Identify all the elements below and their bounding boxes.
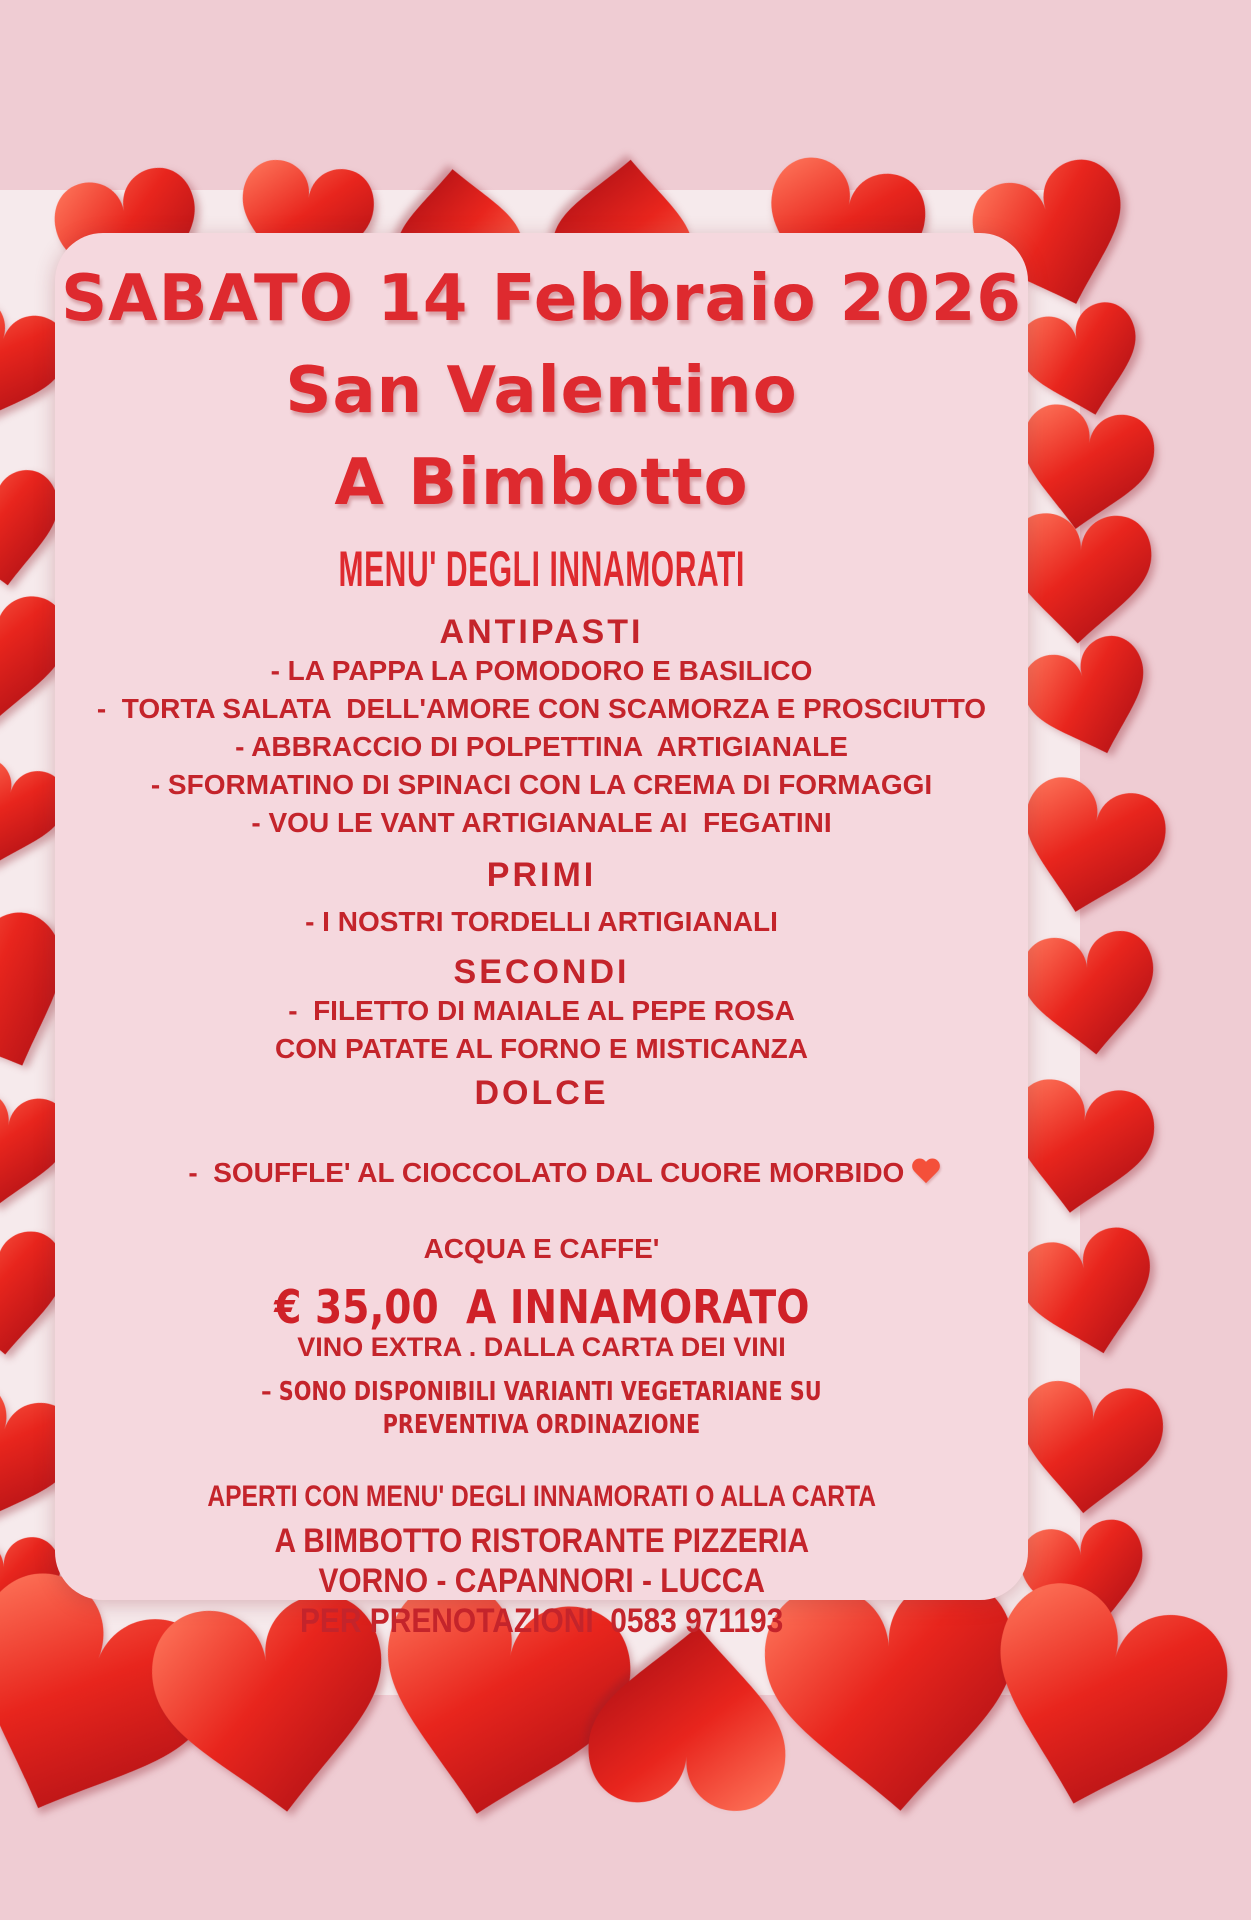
title-date-line: SABATO 14 Febbraio 2026 xyxy=(61,262,1022,336)
satin-heart-decoration-icon xyxy=(1007,1216,1172,1373)
restaurant-name-line: A BIMBOTTO RISTORANTE PIZZERIA xyxy=(274,1522,809,1560)
poster-title xyxy=(55,233,1028,529)
menu-card xyxy=(55,233,1028,1640)
menu-item: - SFORMATINO DI SPINACI CON LA CREMA DI FORMAGGI xyxy=(150,769,933,800)
menu-item: CON PATATE AL FORNO E MISTICANZA xyxy=(274,1033,808,1064)
section-heading-dolce: DOLCE xyxy=(474,1074,609,1112)
section-heading-primi: PRIMI xyxy=(486,856,597,894)
restaurant-phone-line: PER PRENOTAZIONI 0583 971193 xyxy=(299,1602,784,1640)
title-venue-line: A Bimbotto xyxy=(334,446,749,520)
satin-heart-decoration-icon xyxy=(1008,1373,1172,1526)
menu-item: ACQUA E CAFFE' xyxy=(423,1233,660,1264)
vegetarian-note: – SONO DISPONIBILI VARIANTI VEGETARIANE SU PREVENTIVA ORDINAZIONE xyxy=(261,1377,822,1440)
menu-item: - VOU LE VANT ARTIGIANALE AI FEGATINI xyxy=(251,807,832,838)
menu-item: - FILETTO DI MAIALE AL PEPE ROSA xyxy=(288,995,795,1026)
restaurant-location-line: VORNO - CAPANNORI - LUCCA xyxy=(318,1562,765,1600)
section-heading-antipasti: ANTIPASTI xyxy=(439,613,644,651)
menu-item: - I NOSTRI TORDELLI ARTIGIANALI xyxy=(305,906,778,937)
menu-subtitle: MENU' DEGLI INNAMORATI xyxy=(338,541,745,597)
wine-note: VINO EXTRA . DALLA CARTA DEI VINI xyxy=(297,1332,786,1362)
menu-item: - LA PAPPA LA POMODORO E BASILICO xyxy=(270,655,813,686)
price-line: € 35,00 A INNAMORATO xyxy=(273,1280,810,1334)
opening-note: APERTI CON MENU' DEGLI INNAMORATI O ALLA CARTA xyxy=(207,1480,876,1513)
menu-item: - SOUFFLE' AL CIOCCOLATO DAL CUORE MORBIDO xyxy=(55,1116,1028,1230)
satin-heart-decoration-icon xyxy=(1014,923,1167,1066)
restaurant-info xyxy=(55,1521,1028,1641)
title-occasion-line: San Valentino xyxy=(285,354,798,428)
red-heart-emoji-icon xyxy=(911,1159,941,1185)
menu-item: - ABBRACCIO DI POLPETTINA ARTIGIANALE xyxy=(235,731,848,762)
menu-item: - TORTA SALATA DELL'AMORE CON SCAMORZA E PROSCIUTTO xyxy=(96,693,987,724)
section-heading-secondi: SECONDI xyxy=(453,953,630,991)
